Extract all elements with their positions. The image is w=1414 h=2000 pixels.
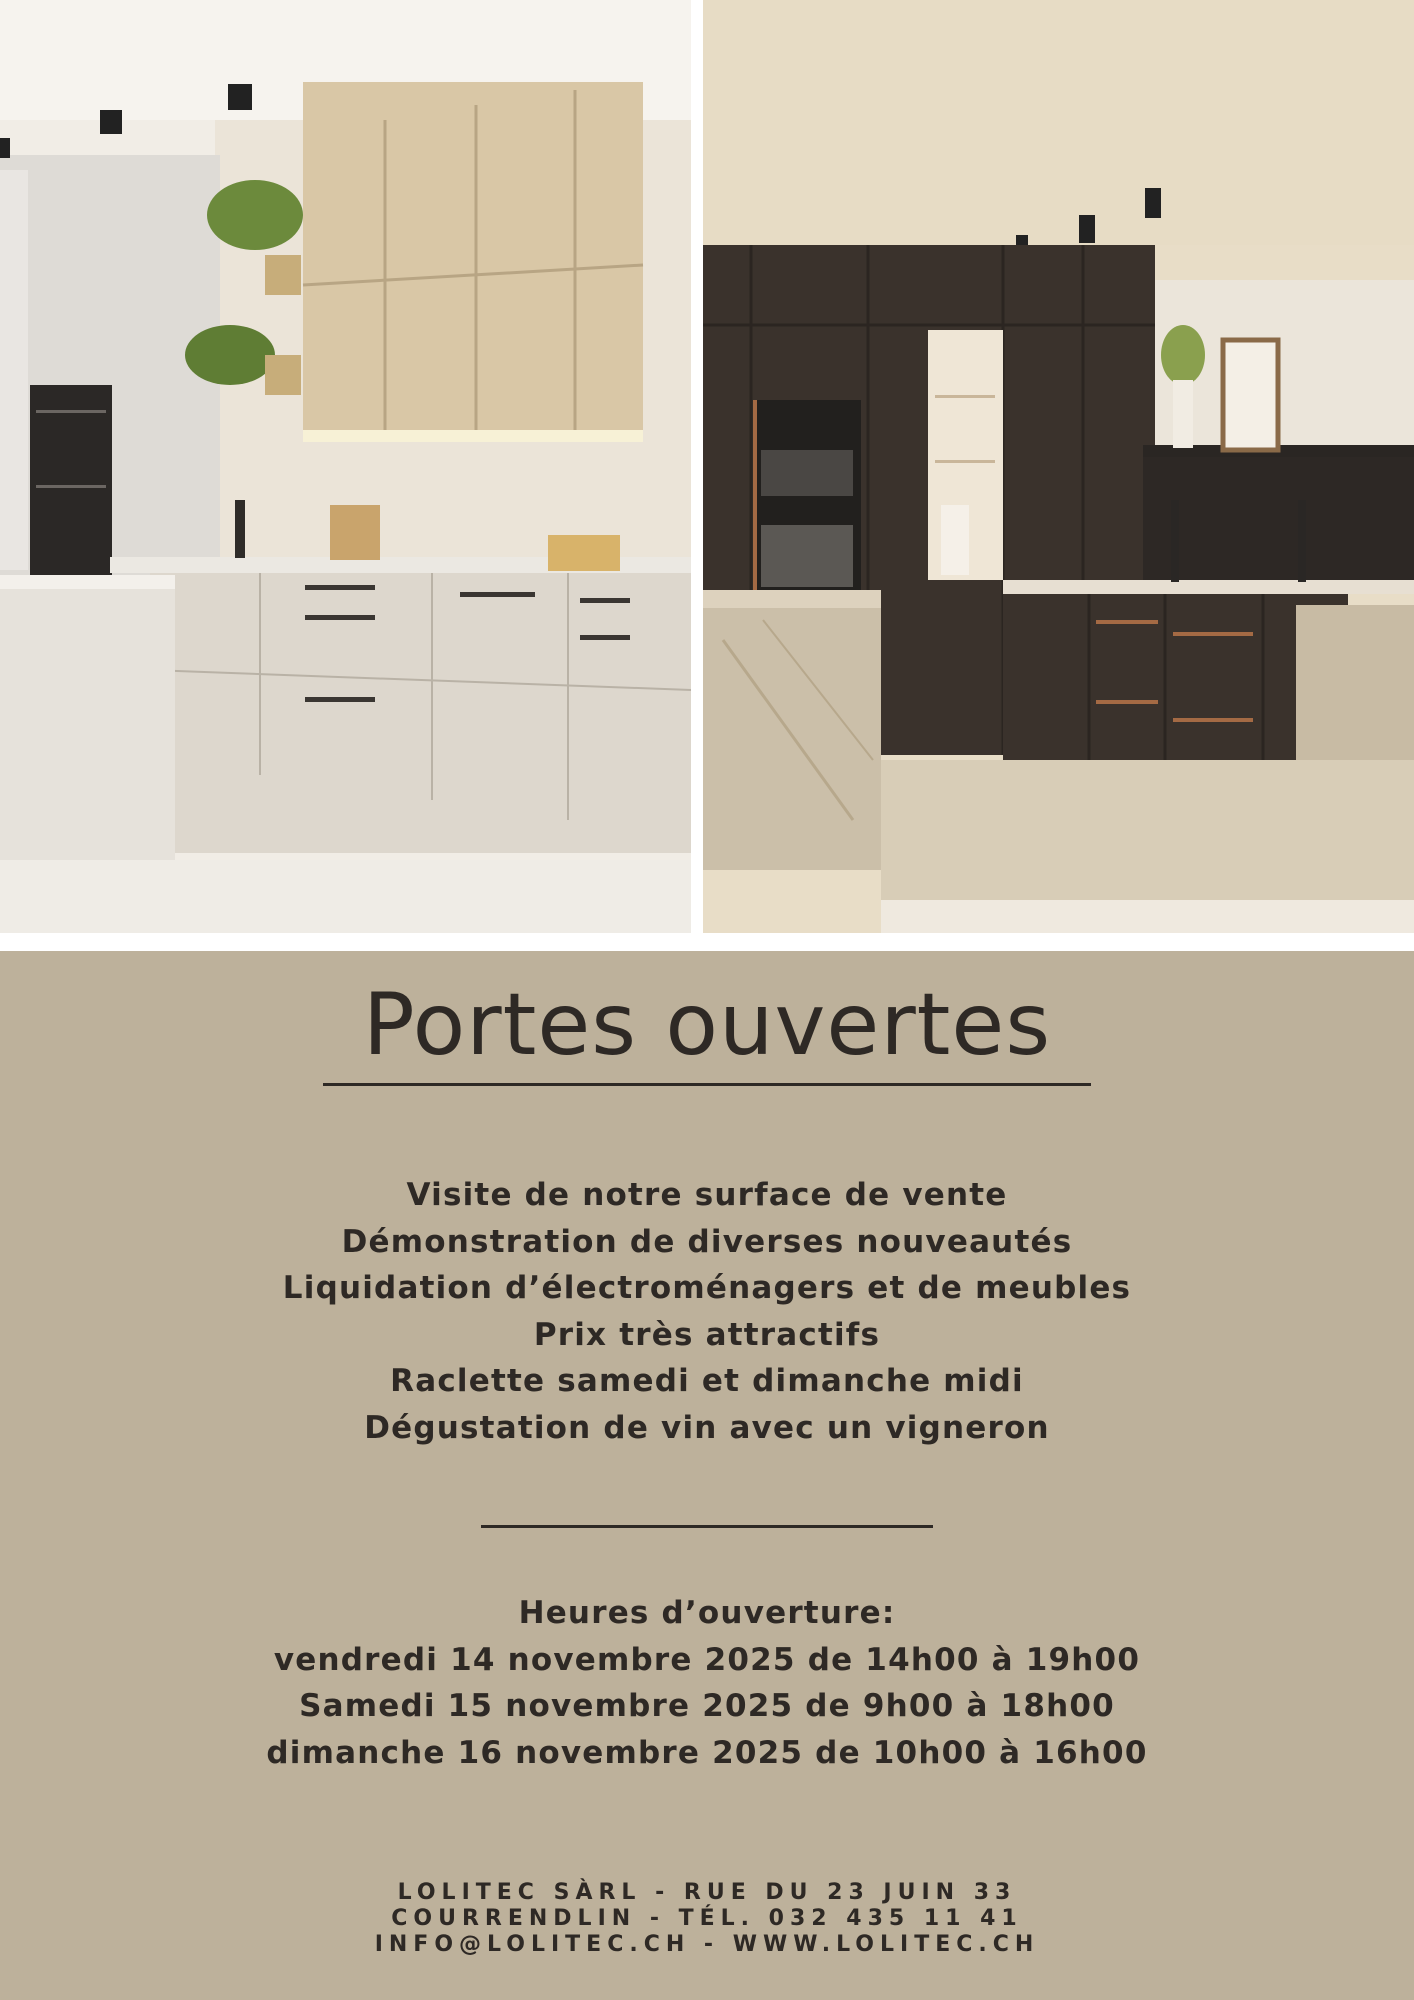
footer-phone: COURRENDLIN - TÉL. 032 435 11 41 [391,1906,1023,1931]
feature-list [0,1172,1414,1451]
light-kitchen-photo [0,0,691,933]
contact-footer [0,1880,1414,1958]
title-underline [323,1083,1091,1086]
opening-hours-line: vendredi 14 novembre 2025 de 14h00 à 19h00 [273,1641,1141,1678]
footer-web: INFO@LOLITEC.CH - WWW.LOLITEC.CH [374,1932,1040,1957]
feature-item: Liquidation d’électroménagers et de meubles [282,1270,1132,1306]
photo-divider [0,933,1414,951]
opening-hours [0,1590,1414,1776]
feature-item: Raclette samedi et dimanche midi [390,1363,1024,1399]
feature-item: Démonstration de diverses nouveautés [341,1223,1073,1260]
feature-item: Visite de notre surface de vente [406,1177,1008,1213]
feature-item: Prix très attractifs [533,1316,881,1353]
feature-item: Dégustation de vin avec un vigneron [364,1409,1050,1446]
opening-hours-line: dimanche 16 novembre 2025 de 10h00 à 16h00 [266,1734,1148,1771]
opening-hours-line: Samedi 15 novembre 2025 de 9h00 à 18h00 [299,1688,1115,1724]
page-title: Portes ouvertes [362,975,1052,1075]
footer-address: LOLITEC SÀRL - RUE DU 23 JUIN 33 [397,1880,1017,1905]
opening-hours-title: Heures d’ouverture: [518,1595,896,1631]
photo-strip [0,0,1414,933]
section-divider [481,1525,933,1528]
info-panel [0,951,1414,2000]
dark-kitchen-photo [703,0,1414,933]
